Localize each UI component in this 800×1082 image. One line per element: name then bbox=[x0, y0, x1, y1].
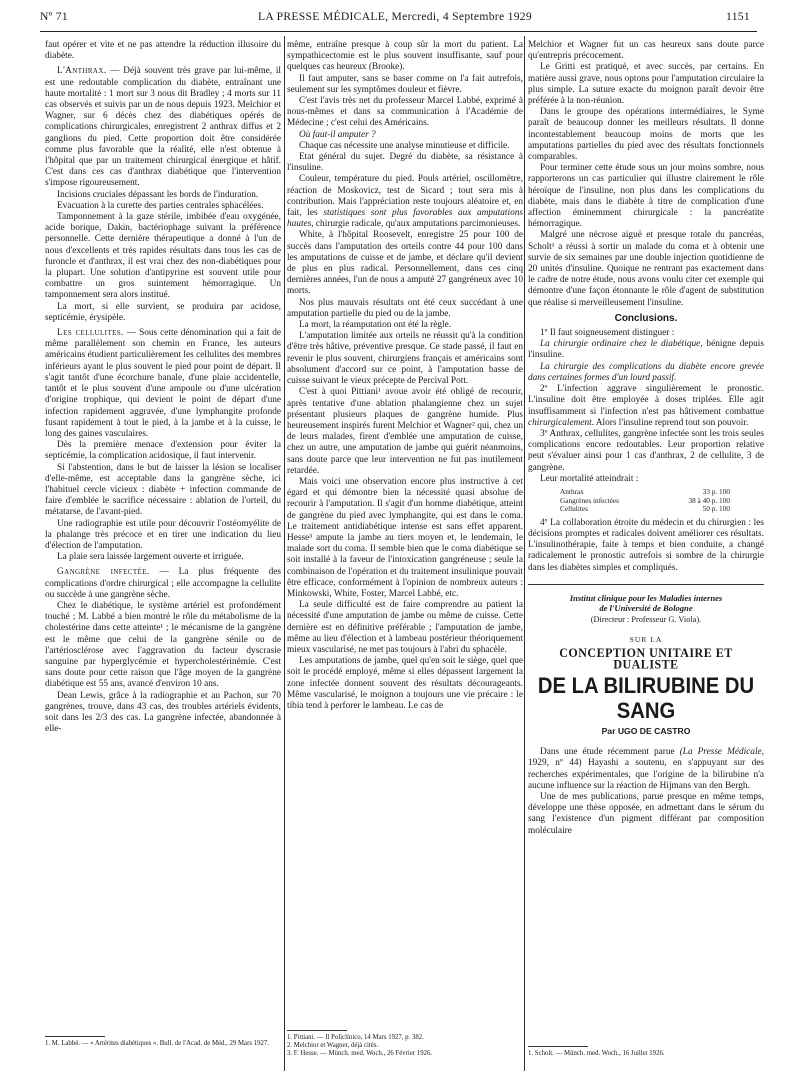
paragraph-text: — Sous cette dénomination qui a fait de même parallèlement son chemin en France, les auteurs américains étudient particulièrement les cellulites des membres inférieurs ayant le plus souvent le pied pour point de départ. Il s'agit tantôt d'une écorchure banale, d'une plaie accidentelle, tantôt et le plus souvent d'une ampoule ou d'une ulcération d'origine trophique, qui devient le point de départ d'une infection rapidement aggravée, d'une lymphangite profonde fusant rapidement à tout le pied, à la jambe et à la cuisse, le long des gaines vasculaires. bbox=[45, 328, 281, 439]
table-row bbox=[560, 505, 730, 514]
footnote-rule bbox=[45, 1036, 105, 1037]
column-divider-2 bbox=[524, 36, 525, 1071]
footnote-rule bbox=[528, 1046, 588, 1047]
conclusions-heading: Conclusions. bbox=[614, 312, 678, 324]
conclusion-1: 1º Il faut soigneusement distinguer : bbox=[540, 328, 675, 339]
paragraph: Chez le diabétique, le système artériel est profondément touché ; M. Labbé a bien montré le rôle du métabolisme de la cholestérine dans cette atteinte¹ ; le mécanisme de la gangrène est le même que celui de la gangrène sénile ou de l'artériosclérose avec l'aggravation du facteur dyscrasie sanguine par hyperglycémie et hypercholestérinémie. C'est sans doute pour cette raison que l'âge moyen de la gangrène diabétique est 55 ans, avancé d'environ 10 ans. bbox=[45, 600, 281, 690]
footnote: 1. Scholt. — Münch. med. Woch., 16 Juillet 1926. bbox=[528, 1050, 665, 1057]
paragraph: C'est à quoi Pittiani¹ avoue avoir été obligé de recourir, après tentative d'une ablation phalangienne chez un sujet présentant plusieurs plaques de gangrène humide. Plus heureusement inspirés furent Melchior et Wagner² qui, chez un de leurs malades, firent d'emblée une amputation de cuisse, chez un autre, une amputation de jambe qui guérit néanmoins, sans doute parce que leur intervention ne fut pas inutilement retardée. bbox=[287, 387, 523, 476]
section-heading: L'Anthrax. bbox=[57, 66, 107, 77]
conclusion-4: 4º La collaboration étroite du médecin et du chirurgien : les décisions promptes et radicales doivent améliorer ces résultats. L'insulinothérapie, faite à temps et bien conduite, a changé radicalement le pronostic autrefois si sombre de la chirurgie dans les diabètes simples et compliqués. bbox=[528, 517, 764, 573]
paragraph-text: Couleur, température du pied. Pouls artériel, oscillomètre, réaction de Moskovicz, test de Sicard ; tout sera mis à contribution. Mais l'appréciation reste toujours aléatoire et, en fait, les bbox=[287, 174, 523, 219]
paragraph: Melchior et Wagner fut un cas heureux sans doute parce qu'entrepris précocement. bbox=[528, 40, 764, 62]
emphasis-text: La chirurgie ordinaire chez le diabétique, bbox=[540, 339, 703, 350]
article-divider bbox=[528, 584, 764, 585]
paragraph: Chaque cas nécessite une analyse minutieuse et difficile. bbox=[299, 140, 510, 151]
row-label: Cellulites bbox=[560, 504, 588, 514]
footnote: 1. M. Labbé. — « Artérites diabétiques ». Bull. de l'Acad. de Méd., 29 Mars 1927. bbox=[45, 1040, 269, 1047]
paragraph: Il faut amputer, sans se baser comme on l'a fait autrefois, seulement sur les symptômes douleur et fièvre. bbox=[287, 73, 523, 95]
director-line: (Directeur : Professeur G. Viola). bbox=[590, 615, 702, 625]
paragraph: Mais voici une observation encore plus instructive à cet égard et qui démontre bien la nécessité quasi absolue de recourir à l'amputation. Il s'agit d'un homme diabétique, atteint de gangrène du pied avec lymphangite, qui est dans le coma. Le traitement antidiabétique intense est sans effet apparent. Hesse³ ampute la jambe au tiers moyen et, le lendemain, le malade sort du coma. Il semble bien que le coma diabétique se soit installé à la faveur de l'intoxication gangréneuse ; seule la combinaison de l'opération et du traitement insulinique pouvait être efficace, conformément à l'opinion de nombreux auteurs : Minkowski, White, Foster, Marcel Labbé, etc. bbox=[287, 476, 523, 599]
page-header bbox=[40, 6, 750, 28]
article-title-1: CONCEPTION UNITAIRE ET DUALISTE bbox=[559, 644, 733, 672]
article-author: Par UGO DE CASTRO bbox=[601, 725, 691, 736]
paragraph-text: , chirurgie radicale, qu'aux amputations parcimonieuses. bbox=[311, 219, 521, 230]
column-3 bbox=[528, 40, 764, 837]
paragraph: Incisions cruciales dépassant les bords de l'induration. bbox=[57, 189, 259, 200]
column-2 bbox=[287, 40, 523, 712]
section-heading: Les cellulites. bbox=[57, 328, 124, 339]
paragraph: La plaie sera laissée largement ouverte et irriguée. bbox=[57, 552, 244, 563]
paragraph: Dès la première menace d'extension pour éviter la septicémie, la complication acidosique, il faut intervenir. bbox=[45, 440, 281, 462]
paragraph-text: Dans une étude récemment parue bbox=[540, 747, 680, 758]
conclusion-3: 3º Anthrax, cellulites, gangrène infectée sont les trois seules complications encore redoutables. Leur proportion relative peut s'évaluer ainsi pour 1 cas d'anthrax, 2 de cellulite, 3 de gangrène. bbox=[528, 428, 764, 473]
paragraph-text: — La plus fréquente des complications d'ordre chirurgical ; elle accompagne la cellulite ou succède à une gangrène sèche. bbox=[45, 567, 281, 600]
paragraph: faut opérer et vite et ne pas attendre la réduction illusoire du diabète. bbox=[45, 40, 281, 62]
paragraph: Une de mes publications, parue presque en même temps, développe une thèse opposée, en admettant dans le sérum du sang l'existence d'un pigment différant par composition moléculaire bbox=[528, 791, 764, 836]
paragraph: Etat général du sujet. Degré du diabète, sa résistance à l'insuline. bbox=[287, 152, 523, 174]
paragraph-text: . Alors l'insuline reprend tout son pouvoir. bbox=[591, 417, 749, 428]
footnote: 2. Melchior et Wagner, déjà cités. bbox=[287, 1042, 379, 1050]
paragraph-text: 2º L'infection aggrave singulièrement le pronostic. L'insuline doit être employée à doses triplées. Elle agit insuffisamment si l'infection n'est pas hâtivement combattue bbox=[528, 384, 764, 417]
paragraph: Le Gritti est pratiqué, et avec succès, par certains. En matière aussi grave, nous optons pour l'amputation circulaire la plus simple. La suture exacte du moignon paraît devoir être préférée à la non-réunion. bbox=[528, 62, 764, 107]
paragraph: Evacuation à la curette des parties centrales sphacélées. bbox=[57, 200, 264, 211]
footnote-rule bbox=[287, 1030, 347, 1031]
paragraph: Les amputations de jambe, quel qu'en soit le siège, quel que soit le procédé employé, même si elles dépassent largement la zone infectée donnent souvent des résultats décourageants. Même vascularisé, le moignon a toujours une vie précaire : le tibia tend à perforer le lambeau. Le cas de bbox=[287, 656, 523, 711]
paragraph-text: bénigne depuis l'insuline. bbox=[528, 339, 764, 361]
row-value: 38 à 40 p. 100 bbox=[688, 495, 730, 505]
row-value: 33 p. 100 bbox=[702, 486, 730, 496]
paragraph-gangrene bbox=[45, 567, 281, 601]
paragraph bbox=[528, 747, 764, 792]
page-number: 1151 bbox=[726, 10, 750, 23]
emphasis-text: chirurgicalement bbox=[528, 417, 592, 428]
journal-title: LA PRESSE MÉDICALE, Mercredi, 4 Septembre 1929 bbox=[258, 10, 532, 23]
section-heading: Gangrène infectée. bbox=[57, 567, 150, 578]
paragraph: L'amputation limitée aux orteils ne réussit qu'à la condition d'être très hâtive, préventive presque. Ce stade passé, il faut en revenir le plus souvent, chirurgiens français et américains sont absolument d'accord sur ce point, à l'amputation basse de cuisse suivant le vieux précepte de Percival Pott. bbox=[287, 331, 523, 387]
emphasis-text: (La Presse Médicale bbox=[679, 747, 762, 758]
conclusion-2 bbox=[528, 384, 764, 429]
paragraph: Pour terminer cette étude sous un jour moins sombre, nous rapporterons un cas particulier qui illustre clairement le rôle héroïque de l'insuline, non plus dans les complications du diabète, mais dans le diabète à titre de complication d'une affection éminemment chirurgicale : la pancréatite hémorragique. bbox=[528, 163, 764, 230]
paragraph: C'est l'avis très net du professeur Marcel Labbé, exprimé à nous-mêmes et dans sa communication à l'Académie de Médecine ; c'est celui des Américains. bbox=[287, 96, 523, 129]
row-value: 50 p. 100 bbox=[702, 504, 730, 514]
paragraph: Si l'abstention, dans le but de laisser la lésion se localiser d'elle-même, est acceptable dans la gangrène sèche, ici l'habituel cercle vicieux : diabète + infection commande de faire d'emblée le sacrifice nécessaire : ablation de l'orteil, du métatarse, de l'avant-pied. bbox=[45, 462, 281, 518]
paragraph: White, à l'hôpital Roosevelt, enregistre 25 pour 100 de succès dans l'amputation des orteils contre 44 pour 100 dans les amputations de cuisse et de jambe, et déclare qu'il devient de plus en plus radical. Personnellement, dans ces cinq dernières années, l'un de nous a amputé 27 gangréneux avec 10 morts. bbox=[287, 230, 523, 297]
conclusion-1b: La chirurgie des complications du diabète encore grevée dans certaines formes d'un lourd passif. bbox=[528, 361, 764, 383]
footnote: 3. F. Hesse. — Münch. med. Woch., 26 Février 1926. bbox=[287, 1050, 433, 1058]
institution-line: Institut clinique pour les Maladies internes bbox=[569, 592, 723, 603]
column-divider-1 bbox=[284, 36, 285, 1071]
question-heading: Où faut-il amputer ? bbox=[299, 129, 376, 140]
paragraph: Dean Lewis, grâce à la radiographie et au Pachon, sur 70 gangrènes, trouve, dans 43 cas, des troubles artériels évidents, soit dans les 2/3 des cas. La gangrène infectée, abandonnée à elle- bbox=[45, 690, 281, 735]
emphasis-text: statistiques sont plus favorables aux amputations hautes bbox=[287, 208, 523, 230]
conclusion-1a bbox=[528, 339, 764, 361]
footnote: 1. Pittiani. — Il Policlinico, 14 Mars 1927, p. 382. bbox=[287, 1034, 424, 1041]
paragraph: Malgré une nécrose aiguë et presque totale du pancréas, Scholt¹ a réussi à sortir un malade du coma et à obtenir une survie de six semaines par une double injection quotidienne de 20 unités d'insuline. Quoique ne rentrant pas exactement dans le cadre de notre étude, nous avons voulu citer cet exemple qui démontre d'une façon étonnante le rôle d'agent de substitution que réalise si merveilleusement l'insuline. bbox=[528, 230, 764, 308]
column-1 bbox=[45, 40, 281, 735]
footnotes bbox=[287, 1034, 523, 1058]
paragraph: même, entraîne presque à coup sûr la mort du patient. La sympathicectomie est le plus souvent insuffisante, sauf pour quelques cas heureux (Brooke). bbox=[287, 40, 523, 73]
paragraph: La seule difficulté est de faire comprendre au patient la nécessité d'une amputation de jambe ou même de cuisse. Cette dernière est en définitive préférable ; l'amputation de jambe, même au lieu d'élection et à lambeau postérieur théoriquement mieux vascularisé, ne met pas toujours à l'abri du sphacèle. bbox=[287, 600, 523, 655]
mortality-table bbox=[560, 488, 730, 514]
paragraph-text: — Déjà souvent très grave par lui-même, il est une redoutable complication du diabète, entraînant une haute mortalité : 1 mort sur 3 nous dit Bradley ; 4 morts sur 11 cas observés et suivis par un de nous depuis 1923. Melchior et Wagner, sur 6 décès chez des diabétiques opérés de complications chirurgicales, enregistrent 2 anthrax diffus et 2 ganglions du pied. Cette proportion doit être considérée comme plus favorable que la réalité, elle n'est obtenue à l'hôpital que par un traitement chirurgical énergique et hâtif. C'est dans ces cas d'anthrax diabétique que l'intervention s'impose rigoureusement. bbox=[45, 66, 281, 189]
mortality-intro: Leur mortalité atteindrait : bbox=[540, 473, 639, 484]
title-prefix: SUR LA bbox=[629, 635, 663, 645]
header-rule bbox=[40, 31, 757, 32]
paragraph-text: , 1929, nº 44) Hayashi a soutenu, en s'appuyant sur des recherches expérimentales, que l'origine de la bilirubine n'a aucune influence sur la réaction de Hijmans van den Bergh. bbox=[528, 747, 764, 791]
issue-number: Nº 71 bbox=[40, 10, 68, 23]
row-label: Gangrènes infectées bbox=[560, 495, 619, 505]
paragraph-anthrax bbox=[45, 66, 281, 189]
paragraph: La mort, la réamputation ont été la règle. bbox=[299, 320, 452, 331]
paragraph-cellulites bbox=[45, 328, 281, 440]
paragraph: Tamponnement à la gaze stérile, imbibée d'eau oxygénée, acide borique, Dakin, bactériophage suivant la préférence personnelle. Cette dernière thérapeutique a donné à l'un de nous d'excellents et très rapides résultats dans tous les cas de furoncle et d'anthrax, il est vrai chez des non-diabétiques pour la plupart. Une solution d'antipyrine est souvent utile pour combattre un gros suintement hémorragique. Un tamponnement sera alors institué. bbox=[45, 212, 281, 301]
row-label: Anthrax bbox=[560, 486, 584, 496]
article-title-2: DE LA BILIRUBINE DU SANG bbox=[537, 672, 755, 723]
paragraph: Dans le groupe des opérations intermédiaires, le Syme paraît de beaucoup donner les meilleurs résultats. Il donne incontestablement beaucoup moins de morts que les amputations partielles du pied avec des résultats fonctionnels comparables. bbox=[528, 107, 764, 163]
paragraph bbox=[287, 174, 523, 230]
paragraph: Nos plus mauvais résultats ont été ceux succédant à une amputation partielle du pied ou de la jambe. bbox=[287, 297, 523, 319]
institution-line: de l'Université de Bologne bbox=[599, 602, 693, 613]
paragraph: La mort, si elle survient, se produira par acidose, septicémie, érysipèle. bbox=[45, 301, 281, 323]
paragraph: Une radiographie est utile pour découvrir l'ostéomyélite de la phalange très précoce et en tirer une indication du lieu d'élection de l'amputation. bbox=[45, 518, 281, 551]
